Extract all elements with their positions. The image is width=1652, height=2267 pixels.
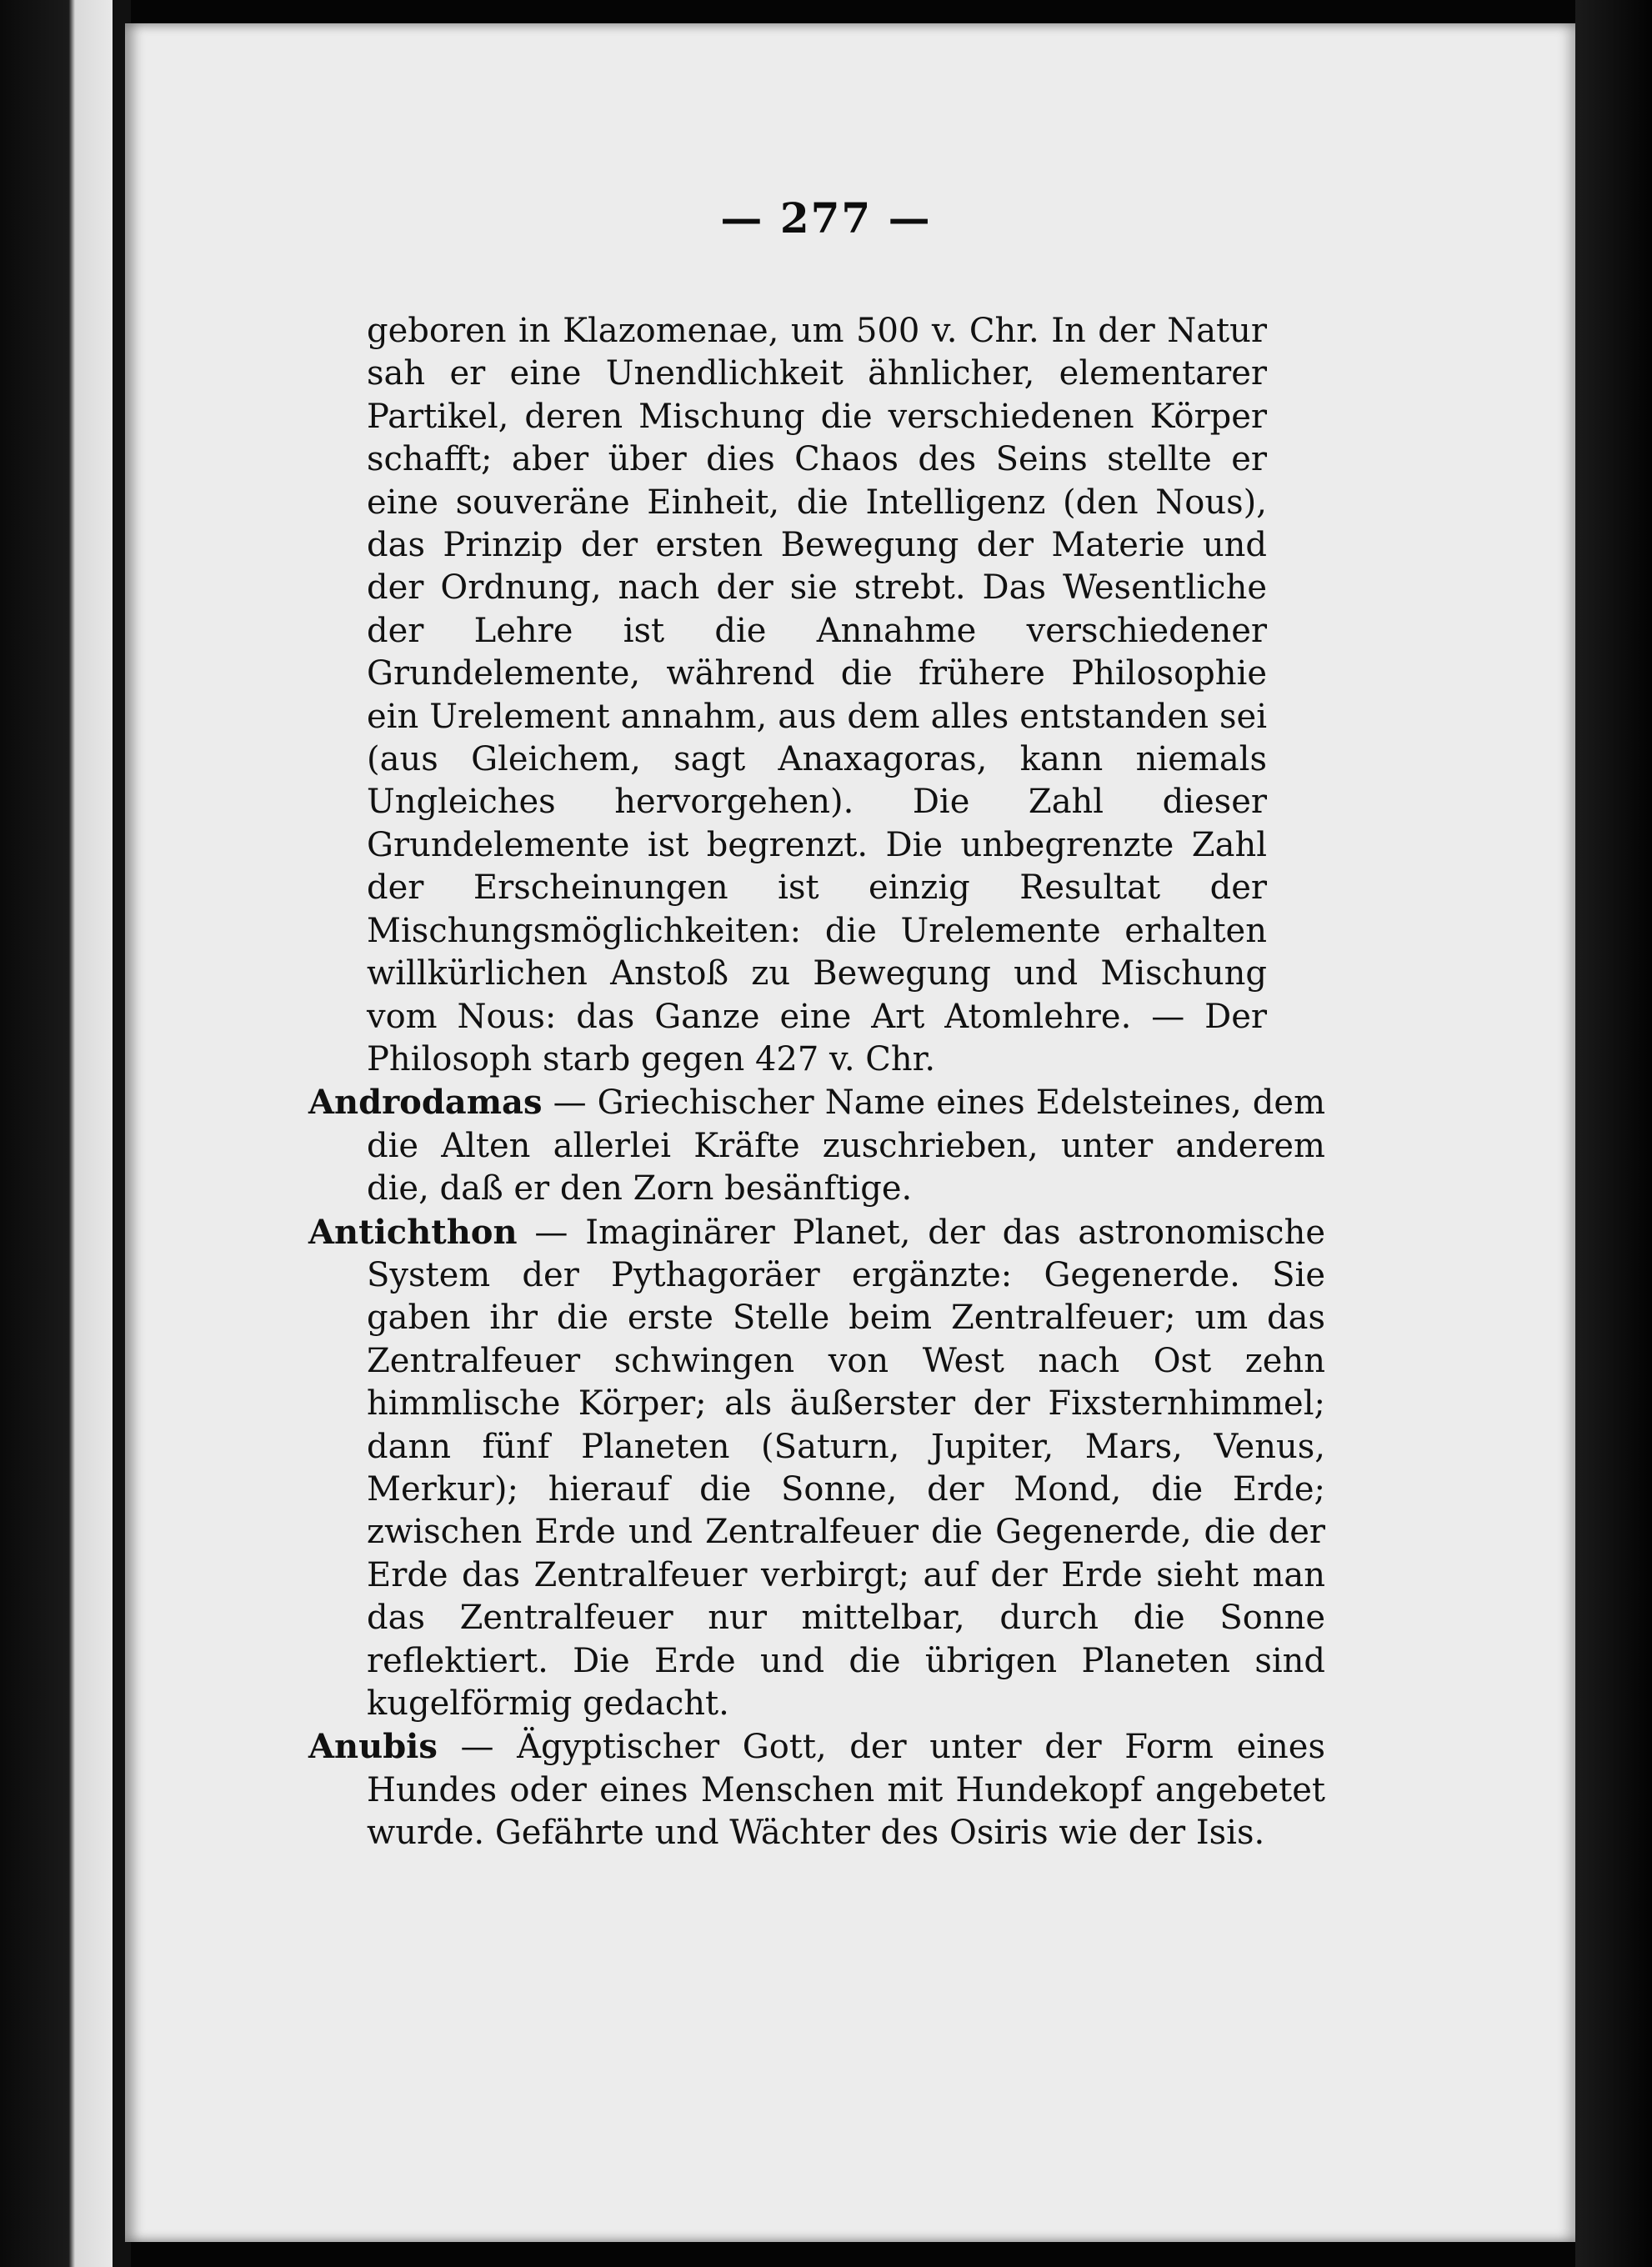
entry-text: — Imaginärer Planet, der das astronomische System der Pythagoräer ergänzte: Gegenerde. Sie gaben ihr die erste Stelle beim Zentralfeuer; um das Zentralfeuer schwingen von West nach Ost zehn himmlische Körper; als äußerster der Fixsternhimmel; dann fünf Planeten (Saturn, Jupiter, Mars, Venus, Merkur); hierauf die Sonne, der Mond, die Erde; zwischen Erde und Zentralfeuer die Gegenerde, die der Erde das Zentralfeuer verbirgt; auf der Erde sieht man das Zentralfeuer nur mittelbar, durch die Sonne reflektiert. Die Erde und die übrigen Planeten sind kugelförmig gedacht. — [367, 1213, 1326, 1723]
entry-lemma: Androdamas — [308, 1083, 543, 1123]
entry-lemma: Antichthon — [308, 1212, 518, 1252]
entry-lemma: Anubis — [308, 1727, 438, 1767]
page-text — [308, 310, 1326, 1855]
facing-page-edge — [0, 0, 125, 2267]
entry-text: — Ägyptischer Gott, der unter der Form eines Hundes oder eines Menschen mit Hundekopf angebetet wurde. Gefährte und Wächter des Osiris wie der Isis. — [367, 1728, 1325, 1853]
scan-background — [1575, 0, 1652, 2267]
entry-androdamas — [308, 1081, 1325, 1210]
entry-text: — Griechischer Name eines Edelsteines, dem die Alten allerlei Kräfte zuschrieben, unter anderem die, daß er den Zorn besänftige. — [367, 1083, 1325, 1209]
continued-paragraph: geboren in Klazomenae, um 500 v. Chr. In der Natur sah er eine Unendlichkeit ähnlicher, elementarer Partikel, deren Mischung die verschiedenen Körper schafft; aber über dies Chaos des Seins stellte er eine souveräne Einheit, die Intelligenz (den Nous), das Prinzip der ersten Bewegung der Materie und der Ordnung, nach der sie strebt. Das Wesentliche der Lehre ist die Annahme verschiedener Grundelemente, während die frühere Philosophie ein Urelement annahm, aus dem alles entstanden sei (aus Gleichem, sagt Anaxagoras, kann niemals Ungleiches hervorgehen). Die Zahl dieser Grundelemente ist begrenzt. Die unbegrenzte Zahl der Erscheinungen ist einzig Resultat der Mischungsmöglichkeiten: die Urelemente erhalten willkürlichen Anstoß zu Bewegung und Mischung vom Nous: das Ganze eine Art Atomlehre. — Der Philosoph starb gegen 427 v. Chr. — [367, 312, 1267, 1078]
entry-antichthon — [308, 1211, 1325, 1726]
entry-anubis — [308, 1725, 1325, 1854]
page-number: — 277 — — [720, 193, 932, 243]
